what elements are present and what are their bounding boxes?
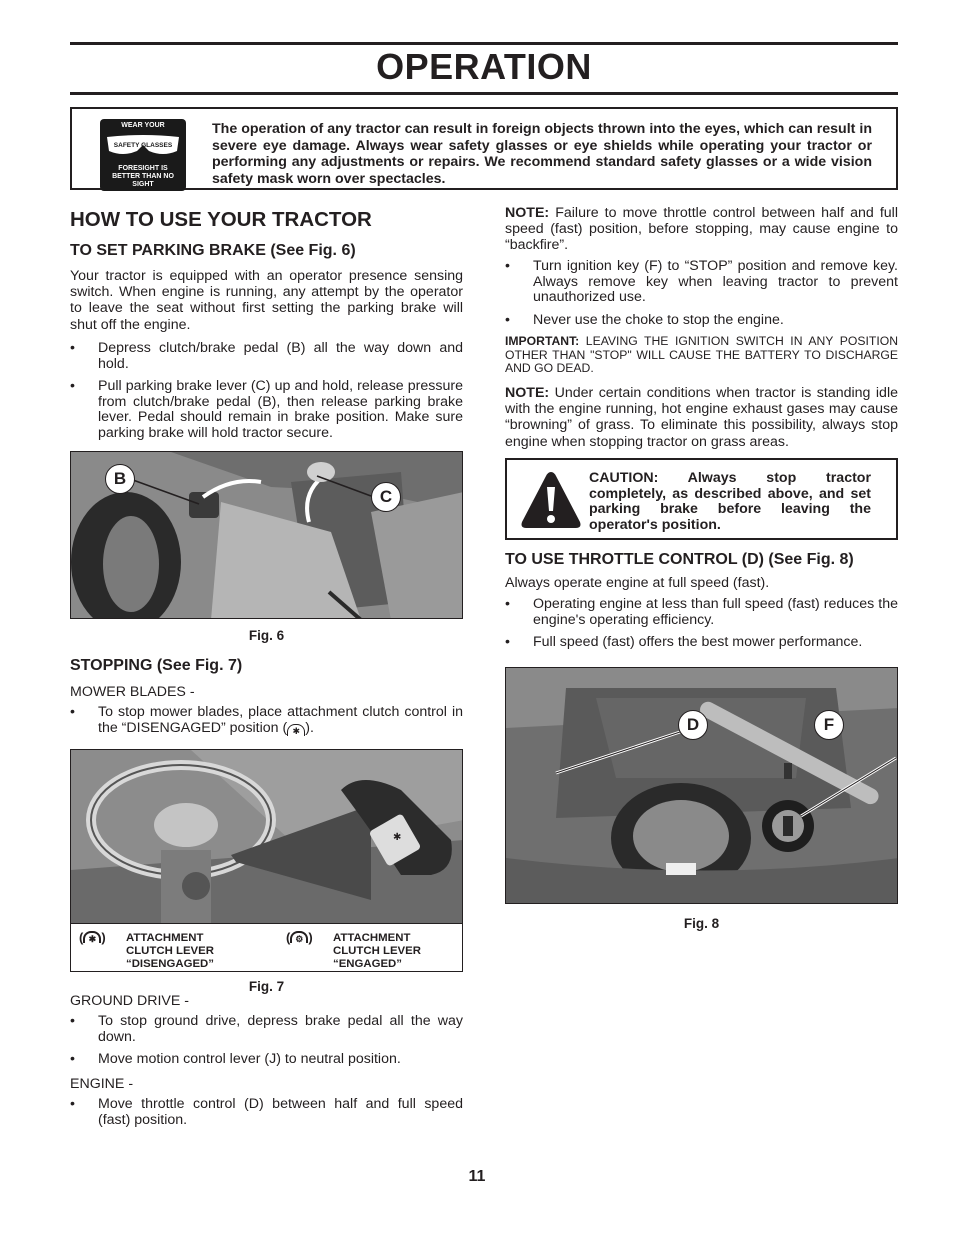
list-item: • Pull parking brake lever (C) up and hold, release pressure from clutch/brake pedal (B), then release parking brake lever. Pedal should remain in brake position. Make sure parking brake will hold tractor secure. — [70, 379, 463, 441]
engine-label: ENGINE - — [70, 1076, 134, 1092]
ground-drive-label: GROUND DRIVE - — [70, 993, 190, 1009]
caution-warning-icon — [519, 469, 583, 531]
figure-8-caption: Fig. 8 — [683, 916, 720, 931]
callout-d: D — [678, 710, 708, 740]
engaged-label: ATTACHMENT CLUTCH LEVER “ENGAGED” — [333, 932, 421, 970]
list-item: • Never use the choke to stop the engine. — [505, 313, 898, 329]
important-lead: IMPORTANT: — [505, 334, 580, 348]
glasses-icon — [103, 131, 183, 159]
section-heading: HOW TO USE YOUR TRACTOR — [70, 208, 372, 231]
page-title: OPERATION — [376, 46, 592, 87]
list-item: • Move throttle control (D) between half and full speed (fast) position. — [70, 1097, 463, 1128]
caution-box — [505, 458, 898, 540]
parking-brake-heading: TO SET PARKING BRAKE (See Fig. 6) — [70, 242, 356, 259]
list-item: • Move motion control lever (J) to neutral position. — [70, 1052, 463, 1068]
mower-blades-label: MOWER BLADES - — [70, 684, 195, 700]
throttle-intro: Always operate engine at full speed (fast). — [505, 575, 770, 591]
figure-7-clutch-lever — [70, 749, 463, 972]
figure-7-caption: Fig. 7 — [248, 979, 285, 994]
list-item: • Full speed (fast) offers the best mower performance. — [505, 635, 898, 651]
blades-bullet-end: ). — [305, 719, 314, 736]
safety-glasses-badge-icon — [100, 119, 186, 191]
note-browning — [505, 385, 898, 450]
figure-8-throttle-ignition — [505, 667, 898, 904]
badge-bottom-text: FORESIGHT IS BETTER THAN NO SIGHT — [112, 165, 174, 188]
callout-b: B — [105, 464, 135, 494]
important-notice — [505, 335, 898, 376]
list-item — [70, 705, 463, 736]
caution-text: CAUTION: Always stop tractor completely, as described above, and set parking brake before leaving the operator's position. — [589, 470, 871, 533]
note-text: Failure to move throttle control between half and full speed (fast) position, before stopping, may cause engine to “backfire”. — [505, 205, 898, 254]
list-item: • Depress clutch/brake pedal (B) all the way down and hold. — [70, 341, 463, 372]
note-text: Under certain conditions when tractor is standing idle with the engine running, hot engine exhaust gases may cause “browning” of grass. To eliminate this possibility, always stop engine when stopping tractor on grass areas. — [505, 385, 898, 450]
callout-c: C — [371, 482, 401, 512]
engaged-symbol-icon: ( ⚙ ) — [286, 930, 313, 945]
dashboard-illustration — [506, 668, 898, 904]
disengaged-symbol-icon: ✱ — [287, 724, 305, 736]
disengaged-label: ATTACHMENT CLUTCH LEVER “DISENGAGED” — [126, 932, 214, 970]
important-text: LEAVING THE IGNITION SWITCH IN ANY POSITION OTHER THAN "STOP" WILL CAUSE THE BATTERY TO DISCHARGE AND GO DEAD. — [505, 334, 898, 375]
svg-text:SAFETY GLASSES: SAFETY GLASSES — [113, 142, 173, 149]
fig7-legend — [71, 923, 463, 972]
note-backfire — [505, 205, 898, 254]
note-lead: NOTE: — [505, 385, 550, 401]
figure-6-parking-brake — [70, 451, 463, 619]
list-item: • To stop ground drive, depress brake pedal all the way down. — [70, 1014, 463, 1045]
throttle-heading: TO USE THROTTLE CONTROL (D) (See Fig. 8) — [505, 551, 854, 568]
top-rule — [70, 42, 898, 45]
callout-f: F — [814, 710, 844, 740]
warning-text: The operation of any tractor can result in foreign objects thrown into the eyes, which can result in severe eye damage. Always wear safety glasses or eye shields while operating your tractor or performing any adjustments or repairs. We recommend standard safety glasses or a wide vision safety mask worn over spectacles. — [212, 121, 872, 187]
figure-6-caption: Fig. 6 — [248, 628, 285, 643]
safety-glasses-warning — [70, 107, 898, 190]
title-rule — [70, 92, 898, 95]
steering-wheel-illustration — [71, 750, 463, 923]
page-number: 11 — [468, 1168, 486, 1185]
list-item: • Operating engine at less than full speed (fast) reduces the engine's operating efficiency. — [505, 597, 898, 628]
blades-bullet-text: To stop mower blades, place attachment clutch control in the “DISENGAGED” position ( — [98, 704, 463, 736]
stopping-heading: STOPPING (See Fig. 7) — [70, 657, 243, 674]
disengaged-symbol-icon: ( ✱ ) — [79, 930, 106, 945]
list-item: • Turn ignition key (F) to “STOP” position and remove key. Always remove key when leaving tractor to prevent unauthorized use. — [505, 259, 898, 306]
badge-top-text: WEAR YOUR — [121, 122, 165, 129]
note-lead: NOTE: — [505, 205, 550, 221]
parking-brake-intro: Your tractor is equipped with an operator presence sensing switch. When engine is running, any attempt by the operator to leave the seat without first setting the parking brake will shut off the engine. — [70, 268, 463, 333]
svg-text:✱: ✱ — [393, 832, 402, 843]
